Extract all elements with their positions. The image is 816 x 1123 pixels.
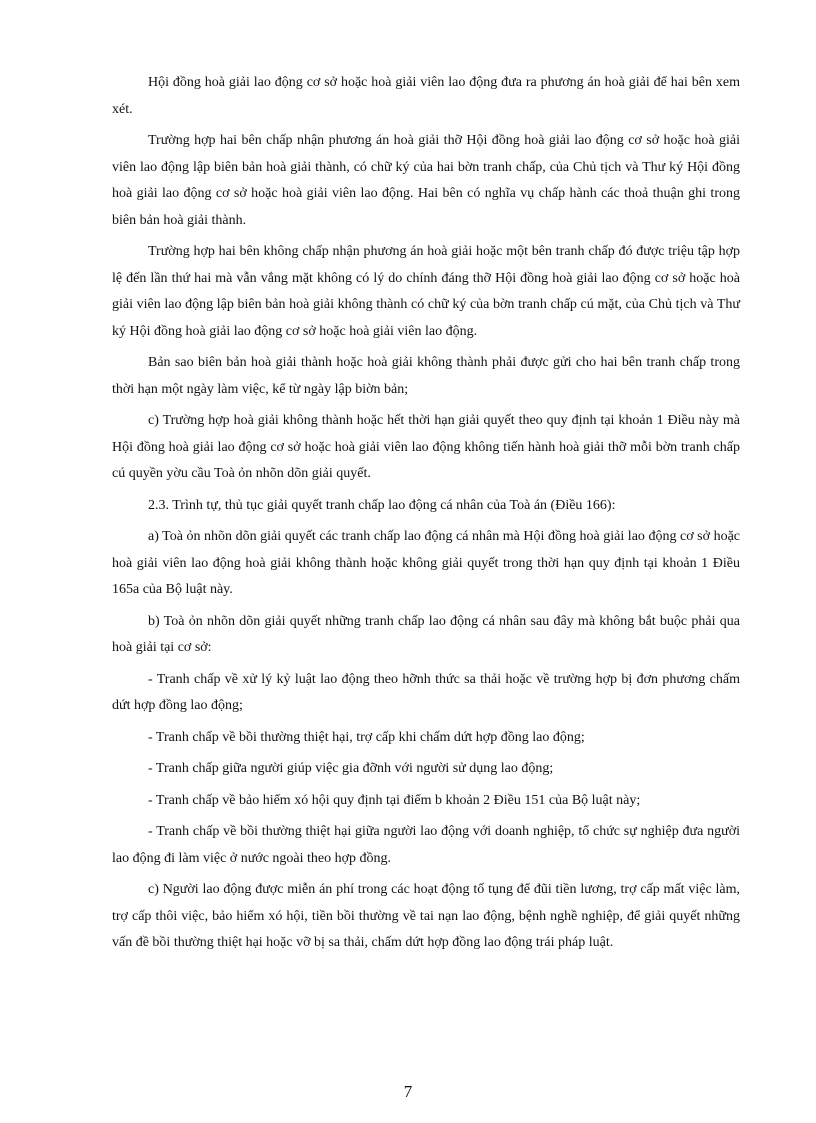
paragraph: Trường hợp hai bên không chấp nhận phương án hoà giải hoặc một bên tranh chấp đó được triệu tập hợp lệ đến lần thứ hai mà vẫn vắng mặt không có lý do chính đáng thỡ Hội đồng hoà giải lao động cơ sở hoặc hoà giải viên lao động lập biên bản hoà giải không thành có chữ ký của bờn tranh chấp cú mặt, của Chủ tịch và Thư ký Hội đồng hoà giải lao động cơ sở hoặc hoà giải viên lao động.: [112, 244, 740, 339]
paragraph: c) Người lao động được miễn án phí trong các hoạt động tố tụng để đũi tiền lương, trợ cấp mất việc làm, trợ cấp thôi việc, bảo hiểm xó hội, tiền bồi thường về tai nạn lao động, bệnh nghề nghiệp, để giải quyết những vấn đề bồi thường thiệt hại hoặc vỡ bị sa thải, chấm dứt hợp đồng lao động trái pháp luật.: [112, 882, 740, 950]
list-item: - Tranh chấp giữa người giúp việc gia đỡnh với người sử dụng lao động;: [148, 761, 554, 776]
page-number: 7: [403, 1082, 413, 1101]
paragraph: b) Toà ỏn nhõn dõn giải quyết những tranh chấp lao động cá nhân sau đây mà không bắt buộc phải qua hoà giải tại cơ sở:: [112, 613, 740, 655]
paragraph: a) Toà ỏn nhõn dõn giải quyết các tranh chấp lao động cá nhân mà Hội đồng hoà giải lao động cơ sở hoặc hoà giải viên lao động hoà giải không thành hoặc không giải quyết trong thời hạn quy định tại khoản 1 Điều 165a của Bộ luật này.: [112, 529, 740, 597]
paragraph: c) Trường hợp hoà giải không thành hoặc hết thời hạn giải quyết theo quy định tại khoản 1 Điều này mà Hội đồng hoà giải lao động cơ sở hoặc hoà giải viên lao động không tiến hành hoà giải thỡ mỗi bờn tranh chấp cú quyền yờu cầu Toà ỏn nhõn dõn giải quyết.: [112, 413, 740, 481]
paragraph: Bản sao biên bản hoà giải thành hoặc hoà giải không thành phải được gửi cho hai bên tranh chấp trong thời hạn một ngày làm việc, kể từ ngày lập biờn bản;: [112, 355, 740, 397]
list-item: - Tranh chấp về bồi thường thiệt hại, trợ cấp khi chấm dứt hợp đồng lao động;: [148, 729, 585, 745]
paragraph: Hội đồng hoà giải lao động cơ sở hoặc hoà giải viên lao động đưa ra phương án hoà giải để hai bên xem xét.: [112, 75, 740, 117]
paragraph: Trường hợp hai bên chấp nhận phương án hoà giải thỡ Hội đồng hoà giải lao động cơ sở hoặc hoà giải viên lao động lập biên bản hoà giải thành, có chữ ký của hai bờn tranh chấp, của Chủ tịch và Thư ký Hội đồng hoà giải lao động cơ sở hoặc hoà giải viên lao động. Hai bên có nghĩa vụ chấp hành các thoả thuận ghi trong biên bản hoà giải thành.: [112, 133, 740, 228]
document-body: [112, 70, 740, 962]
list-item: - Tranh chấp về xử lý kỷ luật lao động theo hỡnh thức sa thải hoặc về trường hợp bị đơn phương chấm dứt hợp đồng lao động;: [112, 671, 740, 713]
list-item: - Tranh chấp về bảo hiểm xó hội quy định tại điểm b khoản 2 Điều 151 của Bộ luật này;: [148, 792, 641, 808]
list-item: - Tranh chấp về bồi thường thiệt hại giữa người lao động với doanh nghiệp, tổ chức sự nghiệp đưa người lao động đi làm việc ở nước ngoài theo hợp đồng.: [112, 824, 740, 866]
section-heading: 2.3. Trình tự, thủ tục giải quyết tranh chấp lao động cá nhân của Toà án (Điều 166):: [148, 497, 616, 513]
